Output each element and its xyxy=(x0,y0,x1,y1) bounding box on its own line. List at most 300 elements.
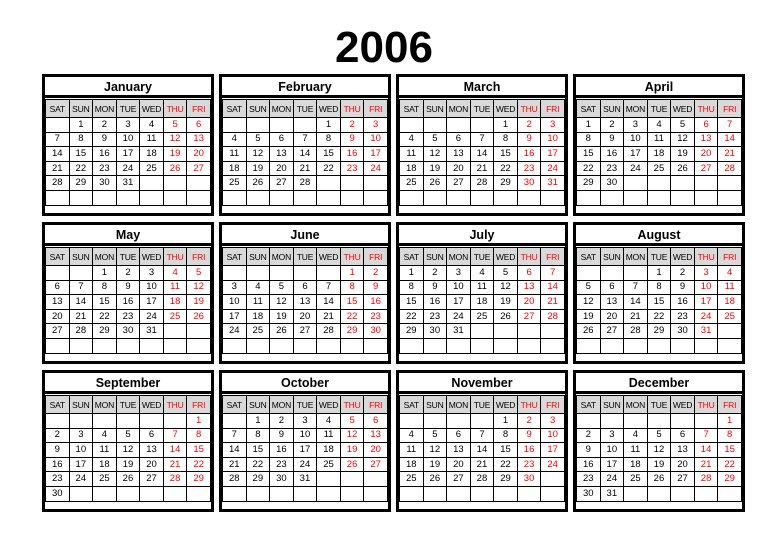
weekday-header: SAT xyxy=(400,100,424,118)
week-row xyxy=(223,338,388,353)
day-cell: 6 xyxy=(694,118,718,133)
week-row xyxy=(46,147,211,162)
weekday-header: THU xyxy=(340,396,364,414)
day-cell xyxy=(600,338,624,353)
day-cell: 5 xyxy=(270,280,294,295)
weekday-header-row xyxy=(223,100,388,118)
day-cell: 6 xyxy=(270,132,294,147)
day-cell: 17 xyxy=(69,457,93,472)
day-cell xyxy=(423,190,447,205)
day-cell: 7 xyxy=(470,428,494,443)
day-cell: 29 xyxy=(69,176,93,191)
week-row xyxy=(223,176,388,191)
day-cell: 19 xyxy=(423,161,447,176)
day-cell: 14 xyxy=(470,443,494,458)
day-cell xyxy=(600,266,624,281)
day-cell xyxy=(671,414,695,429)
day-cell: 20 xyxy=(270,161,294,176)
day-cell: 21 xyxy=(718,147,742,162)
day-cell: 17 xyxy=(624,147,648,162)
week-row xyxy=(223,428,388,443)
week-row xyxy=(400,280,565,295)
day-cell: 6 xyxy=(140,428,164,443)
weekday-header: SUN xyxy=(423,396,447,414)
day-cell xyxy=(93,338,117,353)
day-cell: 11 xyxy=(223,147,247,162)
day-cell: 18 xyxy=(140,147,164,162)
day-cell: 25 xyxy=(647,161,671,176)
day-cell xyxy=(541,486,565,501)
month-july xyxy=(396,222,568,364)
day-cell xyxy=(447,190,471,205)
weekday-header: WED xyxy=(140,248,164,266)
day-cell: 11 xyxy=(718,280,742,295)
day-cell xyxy=(46,338,70,353)
day-cell xyxy=(364,176,388,191)
day-cell: 21 xyxy=(69,309,93,324)
day-cell: 19 xyxy=(163,147,187,162)
weekday-header: MON xyxy=(270,396,294,414)
day-cell: 22 xyxy=(93,309,117,324)
day-cell: 31 xyxy=(293,472,317,487)
week-row xyxy=(400,176,565,191)
month-table xyxy=(399,247,565,354)
weekday-header-row xyxy=(400,248,565,266)
day-cell: 6 xyxy=(187,118,211,133)
day-cell: 8 xyxy=(577,132,601,147)
day-cell: 13 xyxy=(600,295,624,310)
weekday-header: THU xyxy=(340,100,364,118)
day-cell xyxy=(317,190,341,205)
day-cell: 23 xyxy=(93,161,117,176)
day-cell: 2 xyxy=(93,118,117,133)
day-cell: 30 xyxy=(270,472,294,487)
day-cell: 1 xyxy=(494,414,518,429)
day-cell: 17 xyxy=(364,147,388,162)
day-cell: 3 xyxy=(624,118,648,133)
day-cell: 14 xyxy=(541,280,565,295)
day-cell: 8 xyxy=(494,132,518,147)
day-cell: 5 xyxy=(340,414,364,429)
day-cell: 11 xyxy=(400,443,424,458)
day-cell: 4 xyxy=(647,118,671,133)
day-cell: 24 xyxy=(69,472,93,487)
day-cell: 25 xyxy=(93,472,117,487)
weekday-header: FRI xyxy=(364,248,388,266)
day-cell xyxy=(187,338,211,353)
day-cell: 27 xyxy=(293,324,317,339)
month-table xyxy=(576,395,742,502)
day-cell: 12 xyxy=(423,147,447,162)
week-row xyxy=(400,161,565,176)
month-name: May xyxy=(45,225,211,246)
week-row xyxy=(577,161,742,176)
day-cell: 26 xyxy=(494,309,518,324)
day-cell: 19 xyxy=(423,457,447,472)
day-cell: 22 xyxy=(647,309,671,324)
day-cell xyxy=(187,486,211,501)
day-cell: 14 xyxy=(718,132,742,147)
day-cell: 14 xyxy=(694,443,718,458)
day-cell: 18 xyxy=(718,295,742,310)
day-cell: 26 xyxy=(270,324,294,339)
weekday-header: SAT xyxy=(400,248,424,266)
day-cell: 13 xyxy=(447,147,471,162)
day-cell: 18 xyxy=(400,161,424,176)
day-cell: 19 xyxy=(116,457,140,472)
weekday-header: MON xyxy=(270,248,294,266)
day-cell: 15 xyxy=(317,147,341,162)
weekday-header: MON xyxy=(93,248,117,266)
day-cell: 4 xyxy=(163,266,187,281)
day-cell: 16 xyxy=(270,443,294,458)
weekday-header: TUE xyxy=(293,100,317,118)
day-cell: 10 xyxy=(541,428,565,443)
week-row xyxy=(46,161,211,176)
day-cell: 7 xyxy=(718,118,742,133)
week-row xyxy=(223,190,388,205)
week-row xyxy=(577,118,742,133)
month-name: February xyxy=(222,77,388,98)
day-cell: 27 xyxy=(447,176,471,191)
day-cell: 11 xyxy=(470,280,494,295)
day-cell: 18 xyxy=(470,295,494,310)
weekday-header: MON xyxy=(270,100,294,118)
day-cell: 5 xyxy=(647,428,671,443)
day-cell xyxy=(447,414,471,429)
day-cell: 5 xyxy=(671,118,695,133)
week-row xyxy=(577,414,742,429)
day-cell xyxy=(340,338,364,353)
day-cell: 14 xyxy=(163,443,187,458)
day-cell: 29 xyxy=(340,324,364,339)
day-cell: 25 xyxy=(624,472,648,487)
month-name: July xyxy=(399,225,565,246)
day-cell: 9 xyxy=(364,280,388,295)
weekday-header: SAT xyxy=(577,248,601,266)
day-cell: 25 xyxy=(400,472,424,487)
day-cell: 3 xyxy=(541,118,565,133)
day-cell: 27 xyxy=(46,324,70,339)
day-cell: 26 xyxy=(163,161,187,176)
day-cell: 27 xyxy=(187,161,211,176)
weekday-header: MON xyxy=(93,396,117,414)
day-cell xyxy=(187,324,211,339)
day-cell: 7 xyxy=(470,132,494,147)
day-cell: 23 xyxy=(577,472,601,487)
weekday-header: WED xyxy=(317,100,341,118)
week-row xyxy=(577,486,742,501)
day-cell: 18 xyxy=(246,309,270,324)
weekday-header: SUN xyxy=(69,248,93,266)
day-cell xyxy=(270,486,294,501)
day-cell: 15 xyxy=(69,147,93,162)
week-row xyxy=(223,147,388,162)
day-cell xyxy=(671,338,695,353)
day-cell: 29 xyxy=(494,176,518,191)
weekday-header-row xyxy=(223,248,388,266)
weekday-header: FRI xyxy=(364,100,388,118)
day-cell: 22 xyxy=(340,309,364,324)
day-cell: 24 xyxy=(223,324,247,339)
weekday-header: TUE xyxy=(470,396,494,414)
day-cell xyxy=(600,190,624,205)
week-row xyxy=(577,132,742,147)
day-cell: 22 xyxy=(494,457,518,472)
day-cell xyxy=(140,338,164,353)
day-cell xyxy=(223,486,247,501)
day-cell: 29 xyxy=(93,324,117,339)
day-cell: 26 xyxy=(340,457,364,472)
day-cell: 6 xyxy=(364,414,388,429)
day-cell: 2 xyxy=(600,118,624,133)
month-name: August xyxy=(576,225,742,246)
day-cell: 20 xyxy=(140,457,164,472)
day-cell: 14 xyxy=(46,147,70,162)
weekday-header: SAT xyxy=(223,100,247,118)
day-cell: 16 xyxy=(517,443,541,458)
day-cell: 31 xyxy=(447,324,471,339)
day-cell xyxy=(541,190,565,205)
day-cell: 28 xyxy=(624,324,648,339)
day-cell: 23 xyxy=(600,161,624,176)
week-row xyxy=(577,176,742,191)
day-cell: 16 xyxy=(46,457,70,472)
day-cell: 9 xyxy=(671,280,695,295)
day-cell: 19 xyxy=(187,295,211,310)
day-cell xyxy=(671,486,695,501)
week-row xyxy=(400,147,565,162)
day-cell: 9 xyxy=(517,132,541,147)
day-cell: 24 xyxy=(293,457,317,472)
day-cell: 12 xyxy=(187,280,211,295)
day-cell: 28 xyxy=(293,176,317,191)
weekday-header: TUE xyxy=(470,248,494,266)
week-row xyxy=(400,118,565,133)
year-title: 2006 xyxy=(335,23,433,72)
day-cell: 5 xyxy=(246,132,270,147)
week-row xyxy=(577,428,742,443)
week-row xyxy=(577,190,742,205)
week-row xyxy=(400,338,565,353)
day-cell: 7 xyxy=(69,280,93,295)
week-row xyxy=(223,161,388,176)
day-cell: 21 xyxy=(694,457,718,472)
day-cell: 29 xyxy=(577,176,601,191)
day-cell: 14 xyxy=(223,443,247,458)
day-cell: 15 xyxy=(494,147,518,162)
day-cell: 5 xyxy=(116,428,140,443)
day-cell: 9 xyxy=(93,132,117,147)
day-cell: 6 xyxy=(447,428,471,443)
day-cell: 17 xyxy=(600,457,624,472)
week-row xyxy=(46,414,211,429)
day-cell: 22 xyxy=(69,161,93,176)
day-cell: 10 xyxy=(624,132,648,147)
week-row xyxy=(46,295,211,310)
weekday-header: MON xyxy=(624,100,648,118)
day-cell: 9 xyxy=(577,443,601,458)
day-cell: 29 xyxy=(647,324,671,339)
day-cell: 2 xyxy=(340,118,364,133)
month-table xyxy=(399,99,565,206)
day-cell xyxy=(541,472,565,487)
day-cell: 13 xyxy=(694,132,718,147)
day-cell xyxy=(246,266,270,281)
day-cell: 7 xyxy=(694,428,718,443)
day-cell: 27 xyxy=(140,472,164,487)
day-cell xyxy=(223,266,247,281)
month-september xyxy=(42,370,214,512)
day-cell: 25 xyxy=(317,457,341,472)
weekday-header: TUE xyxy=(116,248,140,266)
month-june xyxy=(219,222,391,364)
day-cell: 29 xyxy=(187,472,211,487)
day-cell: 14 xyxy=(470,147,494,162)
day-cell: 1 xyxy=(577,118,601,133)
day-cell: 11 xyxy=(317,428,341,443)
day-cell: 22 xyxy=(187,457,211,472)
day-cell xyxy=(187,176,211,191)
day-cell: 21 xyxy=(293,161,317,176)
day-cell: 10 xyxy=(293,428,317,443)
week-row xyxy=(46,176,211,191)
day-cell: 12 xyxy=(116,443,140,458)
week-row xyxy=(400,457,565,472)
week-row xyxy=(223,457,388,472)
weekday-header: THU xyxy=(163,100,187,118)
weekday-header-row xyxy=(223,396,388,414)
weekday-header: WED xyxy=(671,100,695,118)
day-cell: 23 xyxy=(423,309,447,324)
day-cell xyxy=(93,190,117,205)
day-cell: 10 xyxy=(69,443,93,458)
day-cell: 2 xyxy=(671,266,695,281)
week-row xyxy=(46,338,211,353)
day-cell xyxy=(400,338,424,353)
day-cell: 9 xyxy=(423,280,447,295)
week-row xyxy=(400,295,565,310)
day-cell: 3 xyxy=(293,414,317,429)
day-cell: 2 xyxy=(423,266,447,281)
month-name: January xyxy=(45,77,211,98)
weekday-header: THU xyxy=(694,396,718,414)
day-cell: 1 xyxy=(187,414,211,429)
month-name: October xyxy=(222,373,388,394)
day-cell xyxy=(494,338,518,353)
day-cell: 9 xyxy=(340,132,364,147)
day-cell: 17 xyxy=(694,295,718,310)
day-cell: 28 xyxy=(541,309,565,324)
week-row xyxy=(400,266,565,281)
day-cell xyxy=(364,486,388,501)
day-cell: 10 xyxy=(541,132,565,147)
day-cell: 19 xyxy=(577,309,601,324)
week-row xyxy=(223,266,388,281)
weekday-header: THU xyxy=(163,396,187,414)
day-cell xyxy=(293,118,317,133)
day-cell: 23 xyxy=(517,457,541,472)
weekday-header: SAT xyxy=(46,396,70,414)
day-cell: 30 xyxy=(46,486,70,501)
day-cell: 11 xyxy=(624,443,648,458)
day-cell: 12 xyxy=(246,147,270,162)
weekday-header: SUN xyxy=(423,248,447,266)
day-cell: 8 xyxy=(317,132,341,147)
weekday-header: THU xyxy=(340,248,364,266)
weekday-header: FRI xyxy=(364,396,388,414)
day-cell xyxy=(400,190,424,205)
day-cell: 8 xyxy=(246,428,270,443)
day-cell: 18 xyxy=(317,443,341,458)
day-cell: 15 xyxy=(187,443,211,458)
month-august xyxy=(573,222,745,364)
day-cell: 29 xyxy=(494,472,518,487)
day-cell xyxy=(694,190,718,205)
day-cell: 1 xyxy=(340,266,364,281)
weekday-header: SUN xyxy=(246,396,270,414)
day-cell: 21 xyxy=(470,161,494,176)
day-cell: 22 xyxy=(718,457,742,472)
day-cell: 28 xyxy=(470,472,494,487)
day-cell: 17 xyxy=(293,443,317,458)
day-cell xyxy=(400,118,424,133)
day-cell xyxy=(624,338,648,353)
day-cell: 11 xyxy=(400,147,424,162)
day-cell: 18 xyxy=(93,457,117,472)
weekday-header: TUE xyxy=(293,396,317,414)
day-cell xyxy=(423,338,447,353)
day-cell: 10 xyxy=(694,280,718,295)
day-cell: 17 xyxy=(447,295,471,310)
day-cell: 20 xyxy=(293,309,317,324)
day-cell: 29 xyxy=(718,472,742,487)
day-cell xyxy=(46,118,70,133)
week-row xyxy=(46,443,211,458)
month-table xyxy=(45,395,211,502)
day-cell: 20 xyxy=(600,309,624,324)
week-row xyxy=(223,280,388,295)
weekday-header: SAT xyxy=(46,248,70,266)
day-cell xyxy=(694,338,718,353)
weekday-header: TUE xyxy=(470,100,494,118)
day-cell: 21 xyxy=(470,457,494,472)
day-cell: 1 xyxy=(494,118,518,133)
day-cell: 6 xyxy=(600,280,624,295)
day-cell xyxy=(671,176,695,191)
week-row xyxy=(223,324,388,339)
week-row xyxy=(223,443,388,458)
weekday-header-row xyxy=(46,248,211,266)
day-cell xyxy=(317,266,341,281)
day-cell: 25 xyxy=(718,309,742,324)
week-row xyxy=(46,190,211,205)
month-table xyxy=(576,99,742,206)
day-cell: 25 xyxy=(163,309,187,324)
day-cell: 15 xyxy=(246,443,270,458)
day-cell xyxy=(140,190,164,205)
weekday-header: SAT xyxy=(400,396,424,414)
day-cell xyxy=(93,414,117,429)
day-cell: 27 xyxy=(517,309,541,324)
day-cell xyxy=(340,472,364,487)
day-cell: 13 xyxy=(293,295,317,310)
day-cell: 24 xyxy=(116,161,140,176)
day-cell xyxy=(340,176,364,191)
week-row xyxy=(400,190,565,205)
day-cell: 14 xyxy=(317,295,341,310)
day-cell: 3 xyxy=(541,414,565,429)
